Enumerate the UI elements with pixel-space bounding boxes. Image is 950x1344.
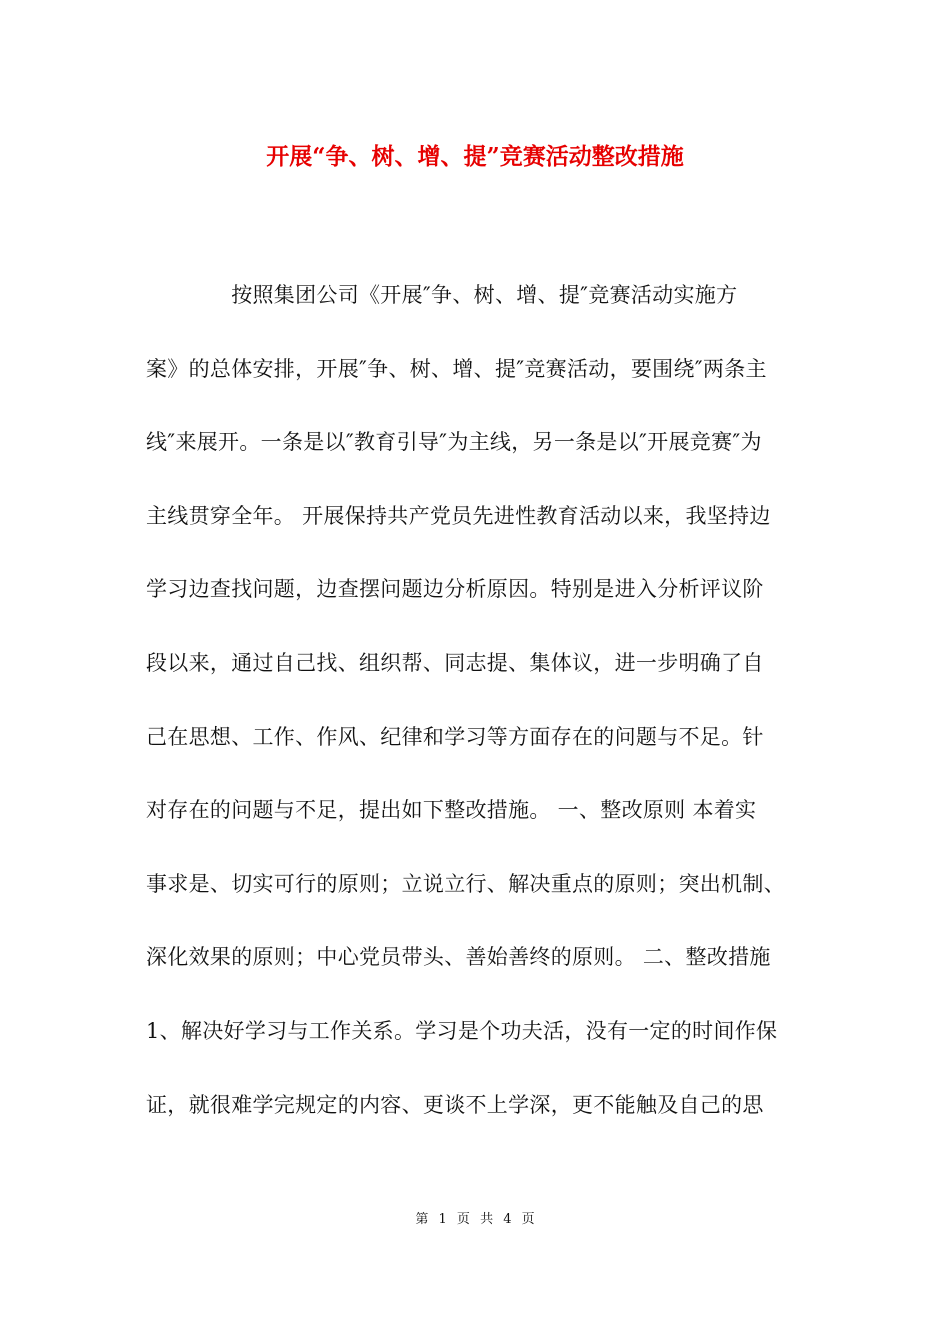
footer-total-pages: 4 <box>503 1212 512 1227</box>
footer-suffix: 页 <box>521 1212 535 1227</box>
body-line: 事求是、切实可行的原则；立说立行、解决重点的原则；突出机制、 <box>146 871 785 896</box>
body-line: 己在思想、工作、作风、纪律和学习等方面存在的问题与不足。针 <box>146 724 764 749</box>
footer-prefix: 第 <box>415 1212 429 1227</box>
body-line: 1、解决好学习与工作关系。学习是个功夫活，没有一定的时间作保 <box>146 1018 778 1043</box>
footer-total-word: 共 <box>480 1212 494 1227</box>
document-body <box>146 280 826 1163</box>
footer-current-page: 1 <box>438 1212 447 1227</box>
body-line: 案》的总体安排，开展″争、树、增、提″竞赛活动，要围绕″两条主 <box>146 356 767 381</box>
document-title: 开展“争、树、增、提”竞赛活动整改措施 <box>266 143 684 170</box>
footer-page-word: 页 <box>456 1212 470 1227</box>
body-line: 学习边查找问题，边查摆问题边分析原因。特别是进入分析评议阶 <box>146 577 764 602</box>
body-line: 主线贯穿全年。 开展保持共产党员先进性教育活动以来，我坚持边 <box>146 503 771 528</box>
body-line: 对存在的问题与不足，提出如下整改措施。 一、整改原则 本着实 <box>146 798 757 823</box>
body-line: 按照集团公司《开展″争、树、增、提″竞赛活动实施方 <box>146 283 738 307</box>
body-line: 证，就很难学完规定的内容、更谈不上学深，更不能触及自己的思 <box>146 1092 764 1117</box>
page-footer <box>0 1208 950 1227</box>
body-line: 深化效果的原则；中心党员带头、善始善终的原则。 二、整改措施 <box>146 945 771 970</box>
body-line: 段以来，通过自己找、组织帮、同志提、集体议，进一步明确了自 <box>146 650 764 675</box>
body-line: 线″来展开。一条是以″教育引导″为主线，另一条是以″开展竞赛″为 <box>146 430 762 455</box>
